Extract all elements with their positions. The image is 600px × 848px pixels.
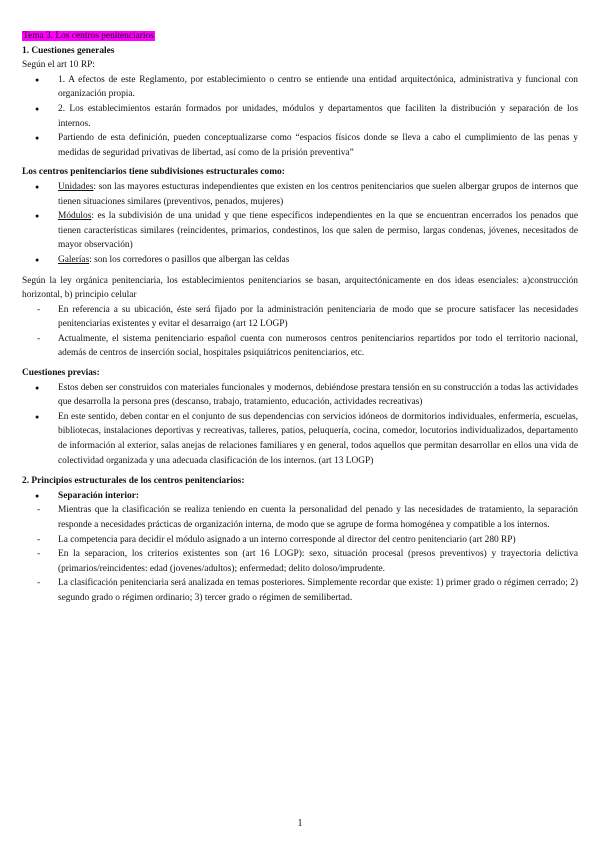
section-1-heading: 1. Cuestiones generales xyxy=(22,45,115,56)
section-1-intro: Según el art 10 RP: xyxy=(22,60,95,71)
term-unidades: Unidades xyxy=(58,181,94,192)
list-item: ● 2. Los establecimientos estarán formados por unidades, módulos y departamentos que faciliten la distribución y separación de los internos. xyxy=(22,102,578,131)
document-page xyxy=(22,29,578,606)
subdivisions-list xyxy=(22,180,578,268)
list-item: - En la separacion, los criterios existentes son (art 16 LOGP): sexo, situación procesal (presos preventivos) y trayectoria delictiva (primarios/reincidentes: edad (jovenes/adultos); enfermedad; delito doloso/imprudente. xyxy=(22,547,578,576)
term-description: : son las mayores estucturas independientes que existen en los centros penitenciarios que suelen albergar grupos de internos que tienen situaciones similares (preventivos, penados, mujeres) xyxy=(58,181,578,207)
list-item xyxy=(22,253,578,268)
list-item: - Actualmente, el sistema penitenciario español cuenta con numerosos centros penitenciarios repartidos por todo el territorio nacional, además de centros de inserción social, hospitales psiquiátricos penitenciarios, etc. xyxy=(22,332,578,361)
term-description: : es la subdivisión de una unidad y que tiene específicos independientes en la que se encuentran encerrados los penados que tienen características similares (reincidentes, primarios, condestinos, los que salen de permiso, largas condenas, jóvenes, necesitados de mayor observación) xyxy=(58,211,578,251)
section-2-dash-list xyxy=(22,503,578,605)
subdivisions-heading: Los centros penitenciarios tiene subdivisiones estructurales como: xyxy=(22,167,285,178)
list-item: ● 1. A efectos de este Reglamento, por establecimiento o centro se entiende una entidad arquitectónica, administrativa y funcional con organización propia. xyxy=(22,73,578,102)
list-item xyxy=(22,209,578,253)
section-1-bullet-list xyxy=(22,73,578,161)
list-item: ● Estos deben ser construidos con materiales funcionales y modernos, debiéndose prestara tensión en su construcción a todas las actividades que desarrolla la persona pres (descanso, trabajo, tratamiento, educación, actividades recreativas) xyxy=(22,381,578,410)
term-description: : son los corredores o pasillos que albergan las celdas xyxy=(89,254,290,265)
previas-heading: Cuestiones previas: xyxy=(22,368,100,379)
list-item: - Mientras que la clasificación se realiza teniendo en cuenta la personalidad del penado y las necesidades de tratamiento, la separación responde a necesidades prácticas de organización interna, de modo que se agrupe de forma homogénea y compatible a los internos. xyxy=(22,503,578,532)
list-item: - En referencia a su ubicación, éste será fijado por la administración penitenciaria de modo que se procure satisfacer las necesidades penitenciarias existentes y evitar el desarraigo (art 12 LOGP) xyxy=(22,303,578,332)
list-item xyxy=(22,180,578,209)
ley-dash-list xyxy=(22,303,578,361)
list-item: ● Partiendo de esta definición, pueden conceptualizarse como “espacios físicos donde se lleva a cabo el cumplimiento de las penas y medidas de seguridad privativas de libertad, así como de la prisión preventiva” xyxy=(22,131,578,160)
title-highlight: Tema 3. Los centros penitenciarios xyxy=(23,31,154,41)
page-number: 1 xyxy=(297,818,303,829)
list-item: - La clasificación penitenciaria será analizada en temas posteriores. Simplemente recordar que existe: 1) primer grado o régimen cerrado; 2) segundo grado o régimen ordinario; 3) tercer grado o régimen de semilibertad. xyxy=(22,576,578,605)
section-2-bullet-list xyxy=(22,489,578,504)
term-modulos: Módulos xyxy=(58,211,92,222)
list-item: ● Separación interior: xyxy=(22,489,578,504)
list-item: - La competencia para decidir el módulo asignado a un interno corresponde al director del centro penitenciario (art 280 RP) xyxy=(22,533,578,548)
section-2-heading: 2. Principios estructurales de los centros penitenciarios: xyxy=(22,476,245,487)
term-galerias: Galerías xyxy=(58,254,90,265)
ley-paragraph: Según la ley orgánica penitenciaria, los establecimientos penitenciarios se basan, arquitectónicamente en dos ideas esenciales: a)construcción horizontal, b) principio celular xyxy=(22,275,578,301)
document-title xyxy=(22,29,578,44)
list-item: ● En este sentido, deben contar en el conjunto de sus dependencias con servicios idóneos de dormitorios individuales, enfermería, escuelas, bibliotecas, instalaciones deportivas y recreativas, talleres, patios, peluquería, cocina, comedor, locutorios individualizados, departamento de información al exterior, salas anejas de relaciones familiares y en general, todos aquellos que permitan desarrollar en ellos una vida de colectividad organizada y una adecuada clasificación de los internos. (art 13 LOGP) xyxy=(22,410,578,468)
previas-bullet-list xyxy=(22,381,578,469)
